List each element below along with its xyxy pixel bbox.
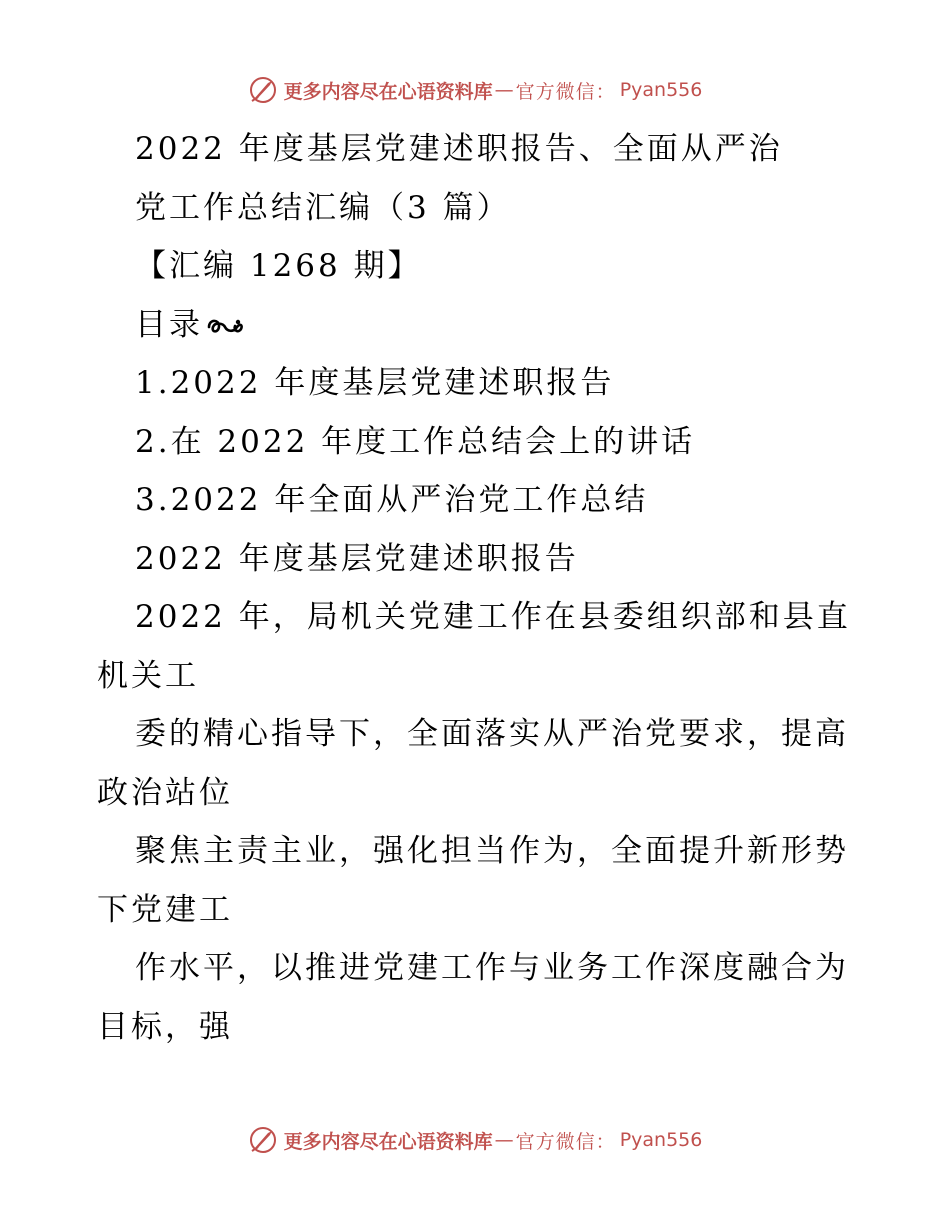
watermark-footer	[0, 1120, 950, 1160]
paragraph-line: 委的精心指导下，全面落实从严治党要求，提高	[135, 716, 849, 752]
watermark-title: 更多内容尽在心语资料库	[283, 1130, 493, 1153]
toc-heading: 目录	[135, 306, 203, 343]
paragraph-line: 作水平，以推进党建工作与业务工作深度融合为	[135, 950, 849, 986]
document-title-line-1: 2022 年度基层党建述职报告、全面从严治	[135, 131, 783, 167]
watermark-wechat-id: Pyan556	[619, 79, 703, 101]
paragraph-line: 目标，强	[97, 1008, 233, 1045]
flourish-icon	[205, 313, 245, 339]
document-body	[97, 120, 857, 1056]
paragraph-line: 机关工	[97, 657, 199, 694]
quill-pen-logo-icon	[248, 1125, 278, 1155]
watermark-wechat-id: Pyan556	[619, 1129, 703, 1151]
toc-heading-row	[97, 296, 857, 355]
issue-number: 【汇编 1268 期】	[135, 248, 422, 284]
paragraph-line: 聚焦主责主业，强化担当作为，全面提升新形势	[135, 833, 849, 869]
watermark-dash: —	[494, 79, 514, 101]
toc-item-2: 2.在 2022 年度工作总结会上的讲话	[135, 423, 696, 460]
section-title: 2022 年度基层党建述职报告	[135, 540, 579, 577]
watermark-dash: —	[494, 1129, 514, 1151]
paragraph-line: 2022 年，局机关党建工作在县委组织部和县直	[135, 599, 851, 635]
toc-item-1: 1.2022 年度基层党建述职报告	[135, 365, 615, 401]
watermark-contact-label: 官方微信：	[515, 1130, 616, 1153]
paragraph-line: 下党建工	[97, 891, 233, 928]
document-title-line-2: 党工作总结汇编（3 篇）	[135, 189, 511, 226]
watermark-title: 更多内容尽在心语资料库	[283, 80, 493, 103]
watermark-header	[0, 70, 950, 110]
watermark-contact-label: 官方微信：	[515, 80, 616, 103]
toc-item-3: 3.2022 年全面从严治党工作总结	[135, 482, 649, 518]
quill-pen-logo-icon	[248, 75, 278, 105]
paragraph-line: 政治站位	[97, 774, 233, 811]
